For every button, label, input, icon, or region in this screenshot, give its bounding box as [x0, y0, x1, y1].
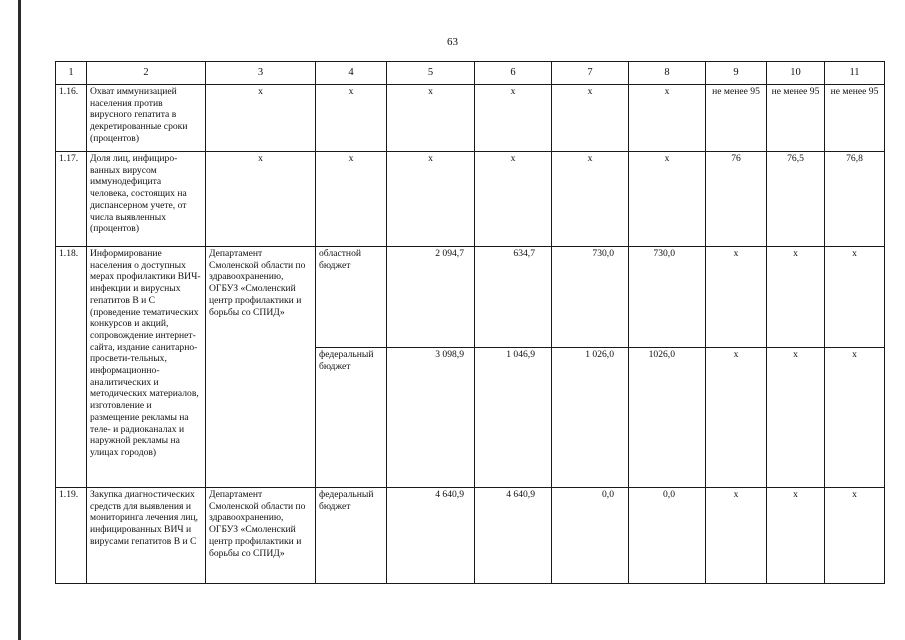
source-cell: х — [316, 85, 387, 152]
column-header: 11 — [825, 62, 885, 85]
target-value-cell: х — [706, 488, 767, 584]
amount-year-3: 1026,0 — [629, 348, 706, 488]
target-value-cell: 76,8 — [825, 152, 885, 247]
target-value-cell: не менее 95 — [706, 85, 767, 152]
funding-source: федеральный бюджет — [316, 348, 387, 488]
table-row-1-18-regional — [56, 247, 885, 348]
target-value-cell: х — [767, 247, 825, 348]
executor-name: Департамент Смоленской области по здравоохранению, ОГБУЗ «Смоленский центр профилактики и борьбы со СПИД» — [206, 247, 316, 488]
target-value-cell: х — [767, 348, 825, 488]
column-header: 3 — [206, 62, 316, 85]
amount-total: 3 098,9 — [387, 348, 475, 488]
target-value-cell: х — [825, 488, 885, 584]
target-value-cell: х — [706, 247, 767, 348]
indicator-name: Доля лиц, инфициро-ванных вирусом иммунодефицита человека, состоящих на диспансерном учете, от числа выявленных (процентов) — [87, 152, 206, 247]
value-cell: х — [629, 85, 706, 152]
column-number-row — [56, 62, 885, 85]
table-row-1-19 — [56, 488, 885, 584]
executor-cell: х — [206, 152, 316, 247]
value-cell: х — [552, 85, 629, 152]
target-value-cell: х — [767, 488, 825, 584]
target-value-cell: 76 — [706, 152, 767, 247]
indicator-name: Охват иммунизацией населения против вирусного гепатита в декретированные сроки (процентов) — [87, 85, 206, 152]
amount-total: 4 640,9 — [387, 488, 475, 584]
value-cell: х — [475, 152, 552, 247]
amount-year-1: 634,7 — [475, 247, 552, 348]
funding-source: областной бюджет — [316, 247, 387, 348]
activity-name: Информирование населения о доступных мерах профилактики ВИЧ-инфекции и вирусных гепатитов В и С (проведение тематических конкурсов и акций, сопровождение интернет-сайта, издание санитарно-просвети-тельных, информационно-аналитических и методических материалов, изготовление и размещение рекламы на теле- и радиоканалах и наружной рекламы на улицах городов) — [87, 247, 206, 488]
page-number: 63 — [447, 36, 458, 48]
amount-year-3: 0,0 — [629, 488, 706, 584]
target-value-cell: х — [825, 247, 885, 348]
value-cell: х — [629, 152, 706, 247]
table-row-1-17 — [56, 152, 885, 247]
table-row-1-16 — [56, 85, 885, 152]
column-header: 9 — [706, 62, 767, 85]
funding-source: федеральный бюджет — [316, 488, 387, 584]
row-number: 1.16. — [56, 85, 87, 152]
column-header: 2 — [87, 62, 206, 85]
value-cell: х — [387, 152, 475, 247]
row-number: 1.17. — [56, 152, 87, 247]
column-header: 6 — [475, 62, 552, 85]
target-value-cell: не менее 95 — [767, 85, 825, 152]
amount-year-1: 1 046,9 — [475, 348, 552, 488]
target-value-cell: 76,5 — [767, 152, 825, 247]
source-cell: х — [316, 152, 387, 247]
amount-total: 2 094,7 — [387, 247, 475, 348]
target-value-cell: х — [825, 348, 885, 488]
binding-edge-line — [18, 0, 21, 640]
column-header: 4 — [316, 62, 387, 85]
executor-cell: х — [206, 85, 316, 152]
value-cell: х — [387, 85, 475, 152]
row-number: 1.18. — [56, 247, 87, 488]
amount-year-2: 730,0 — [552, 247, 629, 348]
program-activities-table — [55, 61, 885, 584]
value-cell: х — [552, 152, 629, 247]
executor-name: Департамент Смоленской области по здравоохранению, ОГБУЗ «Смоленский центр профилактики и борьбы со СПИД» — [206, 488, 316, 584]
amount-year-1: 4 640,9 — [475, 488, 552, 584]
value-cell: х — [475, 85, 552, 152]
column-header: 8 — [629, 62, 706, 85]
amount-year-2: 1 026,0 — [552, 348, 629, 488]
activity-name: Закупка диагностических средств для выявления и мониторинга лечения лиц, инфицированных ВИЧ и вирусами гепатитов В и С — [87, 488, 206, 584]
column-header: 5 — [387, 62, 475, 85]
column-header: 7 — [552, 62, 629, 85]
row-number: 1.19. — [56, 488, 87, 584]
target-value-cell: не менее 95 — [825, 85, 885, 152]
column-header: 1 — [56, 62, 87, 85]
column-header: 10 — [767, 62, 825, 85]
target-value-cell: х — [706, 348, 767, 488]
amount-year-3: 730,0 — [629, 247, 706, 348]
amount-year-2: 0,0 — [552, 488, 629, 584]
